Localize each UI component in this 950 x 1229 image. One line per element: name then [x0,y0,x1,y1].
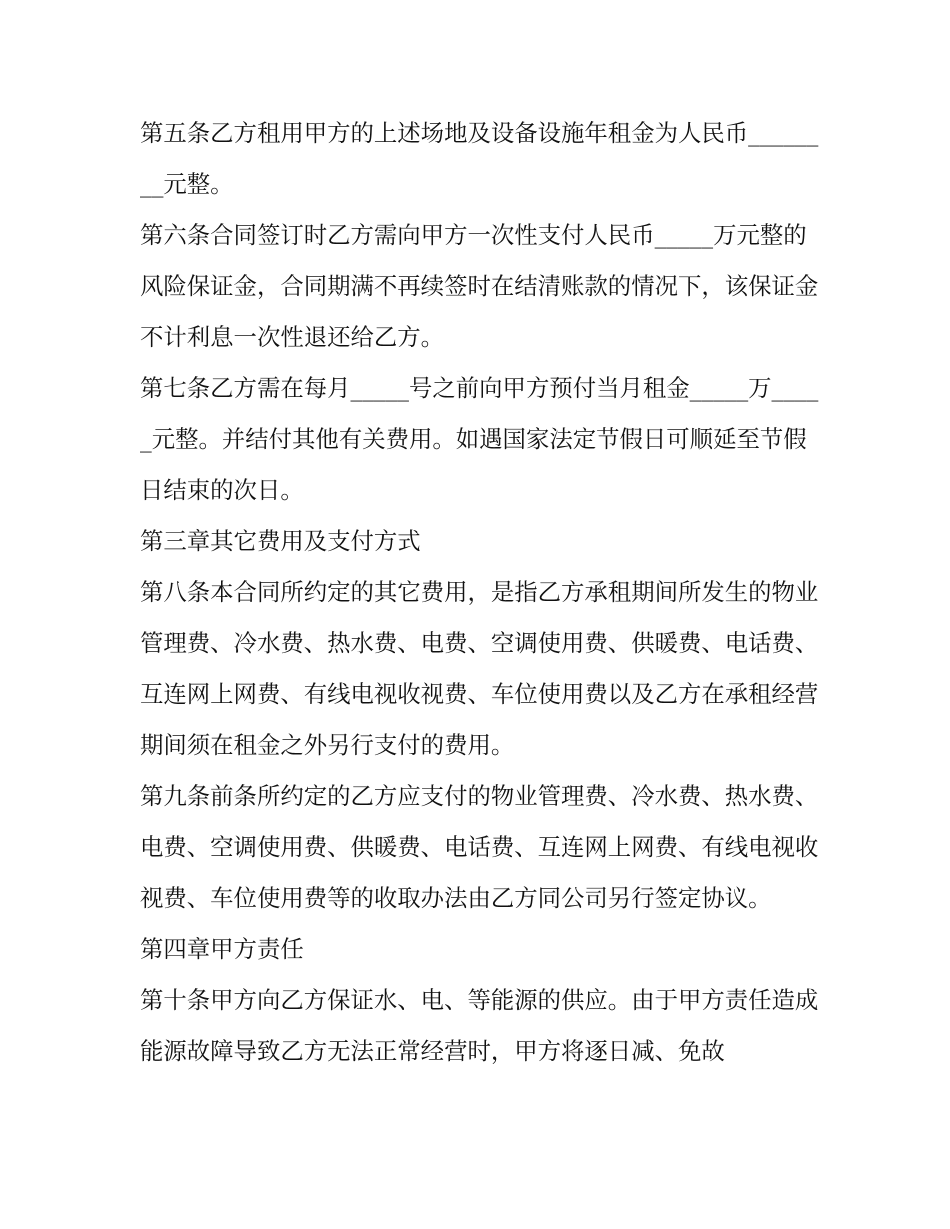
chapter-4-heading: 第四章甲方责任 [140,935,304,963]
article-10-paragraph: 第十条甲方向乙方保证水、电、等能源的供应。由于甲方责任造成能源故障导致乙方无法正常经营时，甲方将逐日减、免故 [140,986,819,1065]
article-7-paragraph: 第七条乙方需在每月_____号之前向甲方预付当月租金_____万_____元整。并结付其他有关费用。如遇国家法定节假日可顺延至节假日结束的次日。 [140,374,819,504]
article-6-paragraph: 第六条合同签订时乙方需向甲方一次性支付人民币_____万元整的风险保证金，合同期满不再续签时在结清账款的情况下，该保证金不计利息一次性退还给乙方。 [140,221,819,351]
article-9-paragraph: 第九条前条所约定的乙方应支付的物业管理费、冷水费、热水费、电费、空调使用费、供暖费、电话费、互连网上网费、有线电视收视费、车位使用费等的收取办法由乙方同公司另行签定协议。 [140,782,819,912]
article-8-paragraph: 第八条本合同所约定的其它费用，是指乙方承租期间所发生的物业管理费、冷水费、热水费、电费、空调使用费、供暖费、电话费、互连网上网费、有线电视收视费、车位使用费以及乙方在承租经营期间须在租金之外另行支付的费用。 [140,578,819,759]
chapter-3-heading: 第三章其它费用及支付方式 [140,527,421,555]
article-5-paragraph: 第五条乙方租用甲方的上述场地及设备设施年租金为人民币________元整。 [140,119,819,198]
document-body [140,108,820,1077]
